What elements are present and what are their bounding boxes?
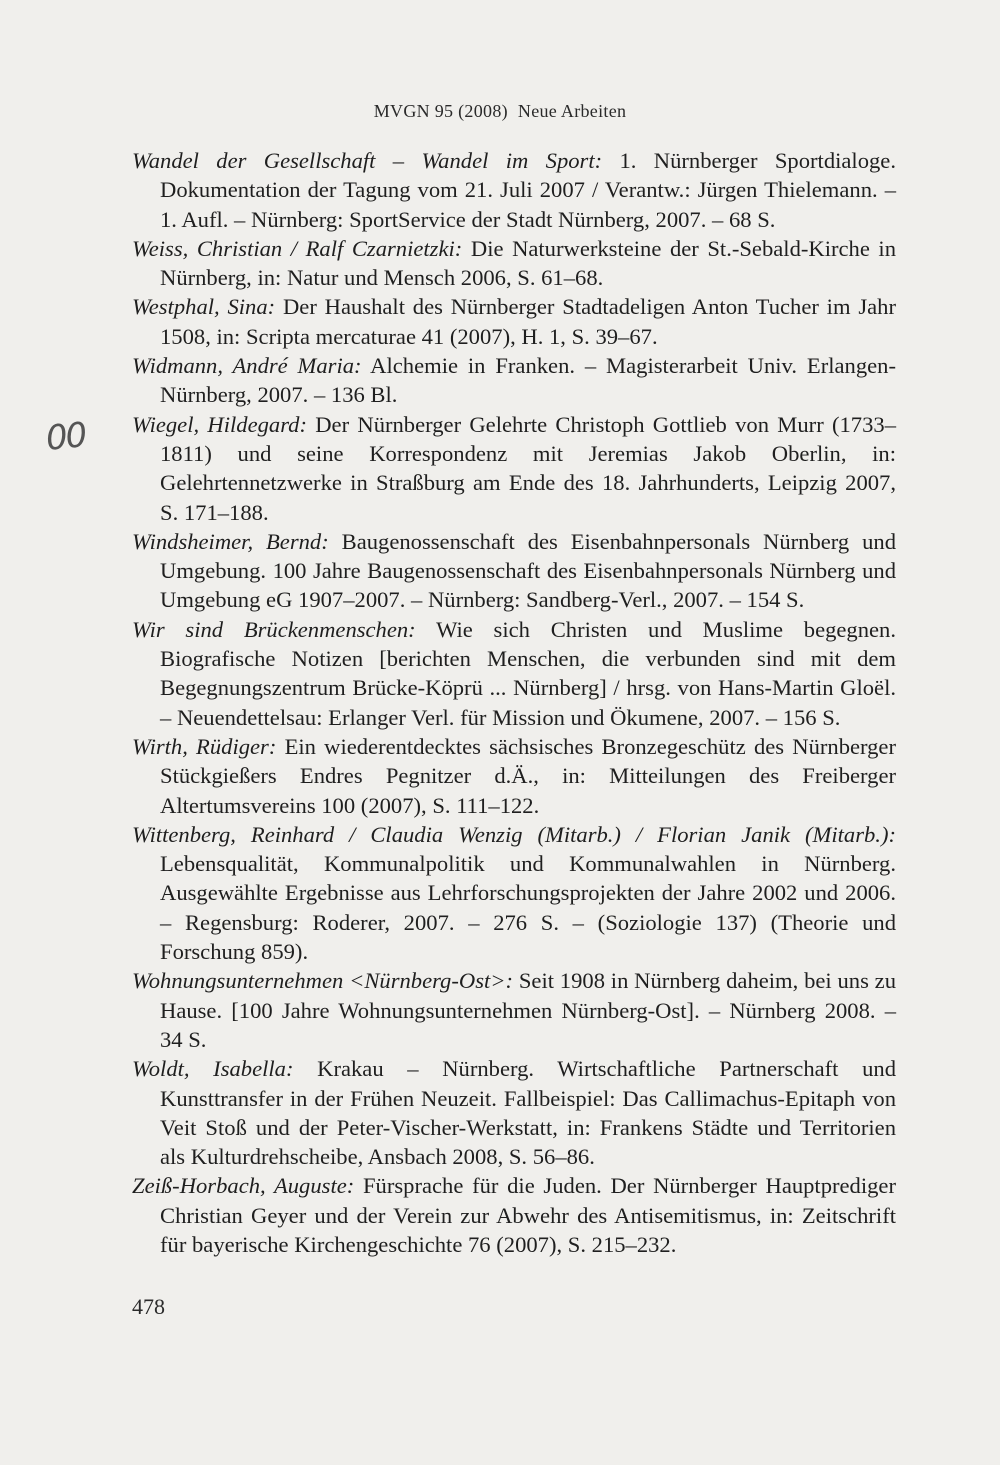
entry-text: Wie sich Christen und Muslime begegnen. Biografische Notizen [berichten Menschen, die verbunden sind mit dem Begegnungszentrum Brücke-Köprü ... Nürnberg] / hrsg. von Hans-Martin Gloël. – Neuendettelsau: Erlanger Verl. für Mission und Ökumene, 2007. – 156 S.	[160, 616, 896, 730]
entry-text: Krakau – Nürnberg. Wirtschaftliche Partnerschaft und Kunsttransfer in der Frühen Neuzeit. Fallbeispiel: Das Callimachus-Epitaph von Veit Stoß und der Peter-Vischer-Werkstatt, in: Frankens Städte und Territorien als Kulturdrehscheibe, Ansbach 2008, S. 56–86.	[160, 1056, 896, 1170]
entry-author: Wittenberg, Reinhard / Claudia Wenzig (Mitarb.) / Florian Janik (Mitarb.):	[132, 821, 896, 847]
bibliography-entry	[132, 292, 896, 351]
entry-author: Zeiß-Horbach, Auguste:	[132, 1173, 355, 1199]
entry-text: Lebensqualität, Kommunalpolitik und Kommunalwahlen in Nürnberg. Ausgewählte Ergebnisse aus Lehrforschungsprojekten der Jahre 2002 und 2006. – Regensburg: Roderer, 2007. – 276 S. – (Soziologie 137) (Theorie und Forschung 859).	[160, 851, 896, 965]
bibliography-entry	[132, 1171, 896, 1259]
bibliography-entry	[132, 820, 896, 966]
handwritten-margin-note: 00	[44, 415, 88, 459]
entry-text: 1. Nürnberger Sportdialoge. Dokumentation der Tagung vom 21. Juli 2007 / Verantw.: Jürgen Thielemann. – 1. Aufl. – Nürnberg: SportService der Stadt Nürnberg, 2007. – 68 S.	[160, 148, 896, 232]
entry-author: Weiss, Christian / Ralf Czarnietzki:	[132, 235, 463, 261]
bibliography-entry	[132, 527, 896, 615]
bibliography-entry	[132, 351, 896, 410]
entry-author: Woldt, Isabella:	[132, 1056, 294, 1082]
bibliography-entry	[132, 732, 896, 820]
entry-author: Wiegel, Hildegard:	[132, 411, 307, 437]
entry-author: Westphal, Sina:	[132, 294, 276, 320]
entry-text: Fürsprache für die Juden. Der Nürnberger Hauptprediger Christian Geyer und der Verein zur Abwehr des Antisemitismus, in: Zeitschrift für bayerische Kirchengeschichte 76 (2007), S. 215–232.	[160, 1173, 896, 1257]
entry-text: Die Naturwerksteine der St.-Sebald-Kirche in Nürnberg, in: Natur und Mensch 2006, S. 61–68.	[160, 235, 896, 291]
running-head	[0, 101, 1000, 122]
entry-text: Der Haushalt des Nürnberger Stadtadeligen Anton Tucher im Jahr 1508, in: Scripta mercaturae 41 (2007), H. 1, S. 39–67.	[160, 294, 896, 349]
bibliography-entry	[132, 146, 896, 234]
page-number: 478	[132, 1294, 165, 1319]
bibliography-entry	[132, 615, 896, 732]
entry-text: Der Nürnberger Gelehrte Christoph Gottlieb von Murr (1733–1811) und seine Korrespondenz mit Jeremias Jakob Oberlin, in: Gelehrtennetzwerke in Straßburg am Ende des 18. Jahrhunderts, Leipzig 2007, S. 171–188.	[160, 411, 896, 525]
journal-citation: MVGN 95 (2008)	[373, 101, 508, 121]
entry-author: Wirth, Rüdiger:	[132, 733, 277, 759]
bibliography-entry	[132, 966, 896, 1054]
entry-author: Wandel der Gesellschaft – Wandel im Sport:	[132, 148, 603, 173]
entry-text: Alchemie in Franken. – Magisterarbeit Univ. Erlangen-Nürnberg, 2007. – 136 Bl.	[160, 353, 896, 408]
bibliography-entry	[132, 234, 896, 293]
entry-author: Windsheimer, Bernd:	[132, 528, 329, 554]
entry-text: Baugenossenschaft des Eisenbahnpersonals Nürnberg und Umgebung. 100 Jahre Baugenossenschaft des Eisenbahnpersonals Nürnberg und Umgebung eG 1907–2007. – Nürnberg: Sandberg-Verl., 2007. – 154 S.	[160, 528, 896, 613]
bibliography-entry	[132, 410, 896, 527]
section-title: Neue Arbeiten	[517, 101, 627, 121]
entry-author: Wir sind Brückenmenschen:	[132, 616, 416, 642]
entry-author: Wohnungsunternehmen <Nürnberg-Ost>:	[132, 968, 514, 994]
bibliography-list	[132, 146, 896, 1259]
entry-text: Seit 1908 in Nürnberg daheim, bei uns zu Hause. [100 Jahre Wohnungsunternehmen Nürnberg-Ost]. – Nürnberg 2008. – 34 S.	[160, 968, 897, 1052]
entry-author: Widmann, André Maria:	[132, 353, 362, 379]
entry-text: Ein wiederentdecktes sächsisches Bronzegeschütz des Nürnberger Stückgießers Endres Pegnitzer d.Ä., in: Mitteilungen des Freiberger Altertumsvereins 100 (2007), S. 111–122.	[160, 733, 896, 818]
bibliography-entry	[132, 1054, 896, 1171]
